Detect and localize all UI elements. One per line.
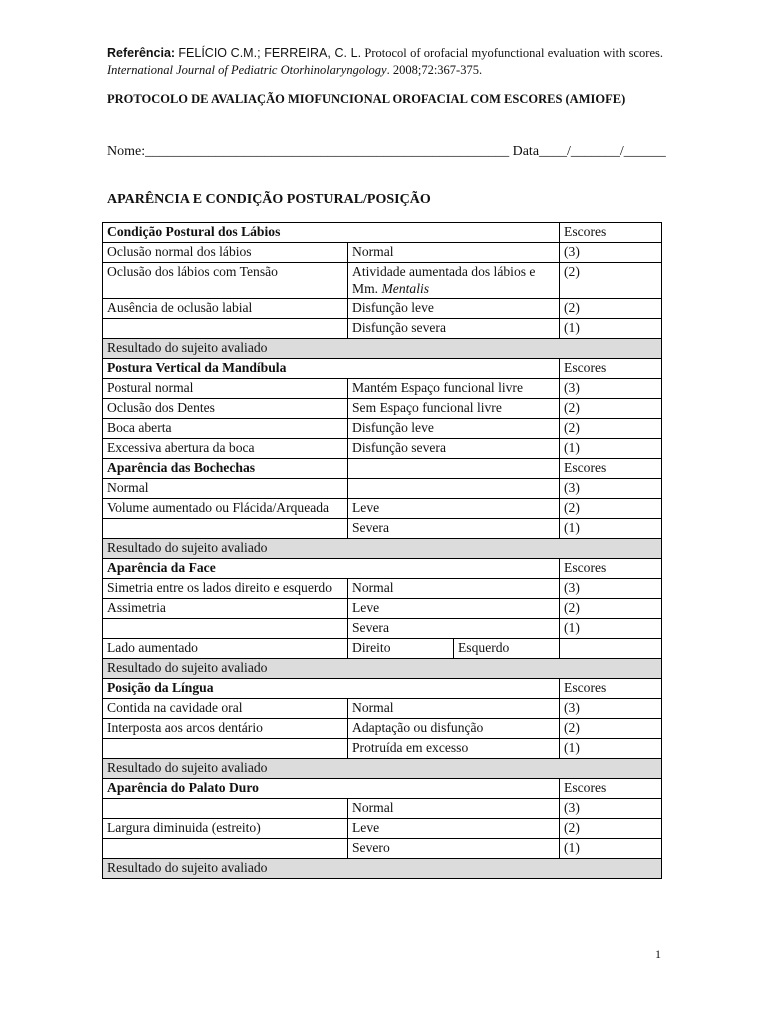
table-row bbox=[103, 243, 662, 263]
score-cell: (2) bbox=[560, 599, 662, 619]
escores-header: Escores bbox=[560, 223, 662, 243]
table-cell: Severa bbox=[348, 619, 560, 639]
page-number: 1 bbox=[655, 947, 661, 961]
result-row: Resultado do sujeito avaliado bbox=[103, 659, 662, 679]
result-row: Resultado do sujeito avaliado bbox=[103, 539, 662, 559]
table-row bbox=[103, 339, 662, 359]
reference-block bbox=[107, 45, 663, 79]
escores-header: Escores bbox=[560, 559, 662, 579]
table-cell: Normal bbox=[348, 243, 560, 263]
table-cell: Disfunção severa bbox=[348, 439, 560, 459]
table-cell: Oclusão normal dos lábios bbox=[103, 243, 348, 263]
score-cell: (2) bbox=[560, 263, 662, 299]
table-row bbox=[103, 559, 662, 579]
table-cell bbox=[103, 799, 348, 819]
table-row bbox=[103, 223, 662, 243]
table-cell bbox=[348, 459, 560, 479]
table-cell: Protruída em excesso bbox=[348, 739, 560, 759]
table-cell bbox=[103, 519, 348, 539]
table-cell bbox=[348, 263, 560, 299]
table-cell: Disfunção leve bbox=[348, 419, 560, 439]
table-cell: Postural normal bbox=[103, 379, 348, 399]
table-row bbox=[103, 819, 662, 839]
table-row bbox=[103, 659, 662, 679]
table-cell bbox=[103, 739, 348, 759]
score-cell: (2) bbox=[560, 499, 662, 519]
cell-text: Atividade aumentada dos lábios e Mm. bbox=[352, 264, 536, 296]
score-cell: (2) bbox=[560, 719, 662, 739]
mandibula-header: Postura Vertical da Mandíbula bbox=[103, 359, 560, 379]
labios-header: Condição Postural dos Lábios bbox=[103, 223, 560, 243]
reference-authors: FELÍCIO C.M.; FERREIRA, C. L. bbox=[178, 46, 362, 60]
score-cell: (2) bbox=[560, 819, 662, 839]
table-row bbox=[103, 759, 662, 779]
score-cell: (3) bbox=[560, 379, 662, 399]
score-cell: (1) bbox=[560, 619, 662, 639]
result-row: Resultado do sujeito avaliado bbox=[103, 339, 662, 359]
table-row bbox=[103, 539, 662, 559]
table-cell: Simetria entre os lados direito e esquerdo bbox=[103, 579, 348, 599]
escores-header: Escores bbox=[560, 779, 662, 799]
reference-label: Referência: bbox=[107, 46, 176, 60]
score-cell: (1) bbox=[560, 439, 662, 459]
score-cell: (3) bbox=[560, 799, 662, 819]
table-cell: Disfunção severa bbox=[348, 319, 560, 339]
table-row bbox=[103, 639, 662, 659]
face-header: Aparência da Face bbox=[103, 559, 560, 579]
table-cell: Interposta aos arcos dentário bbox=[103, 719, 348, 739]
table-row bbox=[103, 263, 662, 299]
score-cell: (1) bbox=[560, 519, 662, 539]
table-row bbox=[103, 319, 662, 339]
score-cell: (3) bbox=[560, 699, 662, 719]
table-row bbox=[103, 859, 662, 879]
score-cell: (1) bbox=[560, 839, 662, 859]
table-cell: Leve bbox=[348, 599, 560, 619]
score-cell: (3) bbox=[560, 579, 662, 599]
escores-header: Escores bbox=[560, 359, 662, 379]
score-cell: (2) bbox=[560, 419, 662, 439]
table-cell bbox=[103, 619, 348, 639]
table-row bbox=[103, 459, 662, 479]
table-row bbox=[103, 299, 662, 319]
table-cell: Volume aumentado ou Flácida/Arqueada bbox=[103, 499, 348, 519]
table-cell: Leve bbox=[348, 819, 560, 839]
table-cell: Normal bbox=[348, 699, 560, 719]
escores-header: Escores bbox=[560, 459, 662, 479]
table-cell: Mantém Espaço funcional livre bbox=[348, 379, 560, 399]
table-cell: Severa bbox=[348, 519, 560, 539]
table-cell: Direito bbox=[348, 639, 454, 659]
palato-header: Aparência do Palato Duro bbox=[103, 779, 560, 799]
table-row bbox=[103, 499, 662, 519]
table-row bbox=[103, 439, 662, 459]
table-cell: Boca aberta bbox=[103, 419, 348, 439]
table-cell: Contida na cavidade oral bbox=[103, 699, 348, 719]
table-cell: Largura diminuida (estreito) bbox=[103, 819, 348, 839]
table-cell: Ausência de oclusão labial bbox=[103, 299, 348, 319]
table-row bbox=[103, 399, 662, 419]
table-cell: Lado aumentado bbox=[103, 639, 348, 659]
table-row bbox=[103, 619, 662, 639]
table-row bbox=[103, 599, 662, 619]
table-row bbox=[103, 799, 662, 819]
score-cell: (3) bbox=[560, 479, 662, 499]
table-cell: Normal bbox=[348, 799, 560, 819]
result-row: Resultado do sujeito avaliado bbox=[103, 759, 662, 779]
score-cell: (1) bbox=[560, 319, 662, 339]
table-cell: Adaptação ou disfunção bbox=[348, 719, 560, 739]
table-cell: Oclusão dos lábios com Tensão bbox=[103, 263, 348, 299]
name-date-line: Nome:____________________________________________________ Data____/_______/______ bbox=[107, 144, 666, 159]
table-cell: Leve bbox=[348, 499, 560, 519]
cell-text-italic: Mentalis bbox=[381, 280, 430, 296]
evaluation-table bbox=[102, 222, 662, 879]
table-cell bbox=[103, 839, 348, 859]
table-cell bbox=[103, 319, 348, 339]
table-cell bbox=[348, 479, 560, 499]
table-cell: Assimetria bbox=[103, 599, 348, 619]
lingua-header: Posição da Língua bbox=[103, 679, 560, 699]
table-cell: Excessiva abertura da boca bbox=[103, 439, 348, 459]
table-row bbox=[103, 359, 662, 379]
score-cell: (1) bbox=[560, 739, 662, 759]
table-row bbox=[103, 779, 662, 799]
table-row bbox=[103, 419, 662, 439]
table-row bbox=[103, 839, 662, 859]
table-cell: Normal bbox=[348, 579, 560, 599]
table-cell: Disfunção leve bbox=[348, 299, 560, 319]
table-row bbox=[103, 679, 662, 699]
table-row bbox=[103, 739, 662, 759]
score-cell: (3) bbox=[560, 243, 662, 263]
reference-title: Protocol of orofacial myofunctional evaluation with scores. bbox=[364, 46, 663, 60]
section-title: APARÊNCIA E CONDIÇÃO POSTURAL/POSIÇÃO bbox=[107, 192, 431, 207]
table-cell: Oclusão dos Dentes bbox=[103, 399, 348, 419]
document-title: PROTOCOLO DE AVALIAÇÃO MIOFUNCIONAL OROFACIAL COM ESCORES (AMIOFE) bbox=[107, 92, 626, 106]
reference-citation: . 2008;72:367-375. bbox=[386, 63, 483, 77]
bochechas-header: Aparência das Bochechas bbox=[103, 459, 348, 479]
table-cell: Sem Espaço funcional livre bbox=[348, 399, 560, 419]
escores-header: Escores bbox=[560, 679, 662, 699]
result-row: Resultado do sujeito avaliado bbox=[103, 859, 662, 879]
table-cell: Esquerdo bbox=[454, 639, 560, 659]
table-row bbox=[103, 379, 662, 399]
reference-journal: International Journal of Pediatric Otorhinolaryngology bbox=[107, 63, 387, 77]
score-cell: (2) bbox=[560, 399, 662, 419]
table-row bbox=[103, 699, 662, 719]
table-row bbox=[103, 579, 662, 599]
table-row bbox=[103, 719, 662, 739]
table-row bbox=[103, 519, 662, 539]
table-row bbox=[103, 479, 662, 499]
table-cell: Severo bbox=[348, 839, 560, 859]
score-cell: (2) bbox=[560, 299, 662, 319]
table-cell: Normal bbox=[103, 479, 348, 499]
score-cell bbox=[560, 639, 662, 659]
